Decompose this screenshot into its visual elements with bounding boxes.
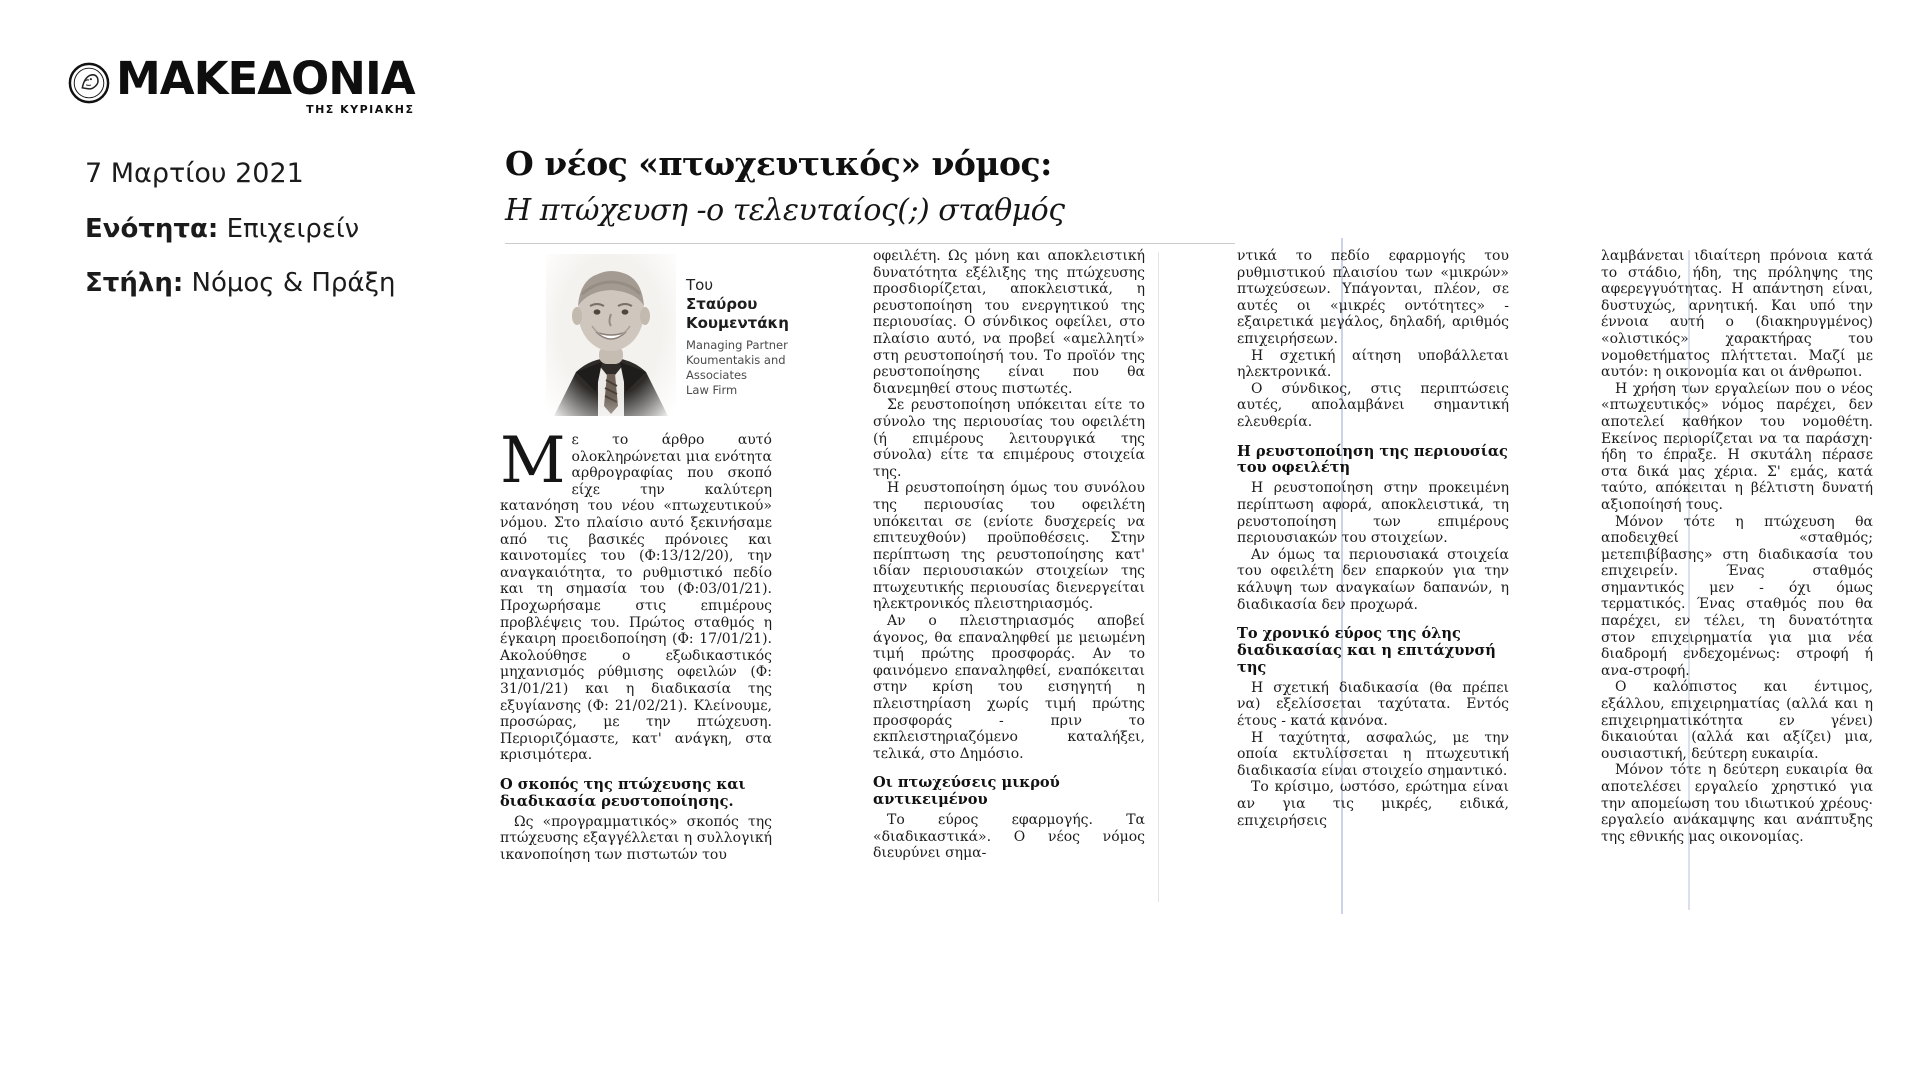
section-value: Επιχειρείν: [226, 214, 360, 244]
article-column-3: [1237, 248, 1509, 829]
byline-role-line: Associates: [686, 368, 748, 383]
body-paragraph: Το κρίσιμο, ωστόσο, ερώτημα είναι αν για τις μικρές, ειδικά, επιχειρήσεις: [1237, 779, 1509, 829]
section-heading: Οι πτωχεύσεις μικρού αντικειμένου: [873, 774, 1060, 809]
body-paragraph: οφειλέτη. Ως μόνη και αποκλειστική δυνατότητα εξέλιξης της πτώχευσης προσδιορίζεται, αποκλειστικά, η ρευστοποίηση του ενεργητικού της περιουσίας. Ο σύνδικος οφείλει, στο πλαίσιο αυτό, να προβεί «αμελλητί» στη ρευστοποίησή του. Το προϊόν της ρευστοποίησης είναι που θα διανεμηθεί στους πιστωτές.: [873, 248, 1145, 397]
section-heading: Το χρονικό εύρος της όλης διαδικασίας και η επιτάχυνσή της: [1237, 625, 1496, 676]
byline-role-line: Managing Partner: [686, 338, 788, 353]
section-heading: Η ρευστοποίηση της περιουσίας του οφειλέτη: [1237, 442, 1508, 477]
scan-fold-line: [1158, 252, 1159, 902]
byline-roles: [686, 338, 789, 398]
subtitle-divider: [505, 243, 1235, 244]
body-paragraph: Ο καλόπιστος και έντιμος, εξάλλου, επιχειρηματίας (αλλά και η επιχειρηματικότητα εν γένει) δικαιούται (αλλά και αξίζει) μια, ουσιαστική, δεύτερη ευκαιρία.: [1601, 679, 1873, 762]
column-line: [85, 268, 396, 298]
byline-prefix-name: Του Σταύρου: [686, 276, 758, 313]
body-paragraph: Η χρήση των εργαλείων που ο νέος «πτωχευτικός» νόμος παρέχει, δεν αποτελεί καθήκον του νομοθέτη. Εκείνος περιορίζεται να τα παράσχη· ήδη το έπραξε. Η σκυτάλη πέρασε στα δικά μας χέρια. Σ' εμάς, κατά ταύτο, απόκειται η βέλτιστη δυνατή αξιοποίησή τους.: [1601, 380, 1873, 513]
newspaper-emblem-icon: [68, 62, 110, 104]
byline-surname: Κουμεντάκη: [686, 313, 789, 332]
body-paragraph: Μόνον τότε η πτώχευση θα αποδειχθεί «σταθμός; μετεπιβίβασης» στη διαδικασία του επιχειρείν. Ένας σταθμός σημαντικός μεν - όχι όμως τερματικός. Ένας σταθμός που θα παρέχει, εν τέλει, τη δυνατότητα στον επιχειρηματία για μια νέα διαδρομή ενδεχομένως: στροφή ή ανα-στροφή.: [1601, 513, 1873, 679]
publication-date: 7 Μαρτίου 2021: [85, 158, 304, 189]
body-paragraph: ντικά το πεδίο εφαρμογής του ρυθμιστικού πλαισίου των «μικρών» πτωχεύσεων. Υπάγονται, πλέον, σε αυτές οι «μικρές οντότητες» - εξαιρετικά μεγάλος, δηλαδή, αριθμός επιχειρήσεων.: [1237, 248, 1509, 347]
author-block: [546, 254, 789, 422]
article-column-2: [873, 248, 1145, 862]
body-paragraph: Η σχετική διαδικασία (θα πρέπει να) εξελίσσεται ταχύτατα. Εντός έτους - κατά κανόνα.: [1237, 679, 1509, 730]
body-paragraph: Η σχετική αίτηση υποβάλλεται ηλεκτρονικά.: [1237, 347, 1509, 381]
body-paragraph: Η ρευστοποίηση στην προκειμένη περίπτωση αφορά, αποκλειστικά, τη ρευστοποίηση των επιμέρους περιουσιακών του στοιχείων.: [1237, 480, 1509, 547]
column-value: Νόμος & Πράξη: [191, 268, 396, 298]
author-photo: [546, 254, 676, 416]
drop-cap-letter: Μ: [500, 424, 566, 498]
body-paragraph: Σε ρευστοποίηση υπόκειται είτε το σύνολο της περιουσίας του οφειλέτη (ή επιμέρους λειτουργικά της σύνολα) είτε τα επιμέρους στοιχεία της.: [873, 397, 1145, 480]
body-paragraph: Το εύρος εφαρμογής. Τα «διαδικαστικά». Ο νέος νόμος διευρύνει σημα-: [873, 812, 1145, 862]
article-column-4: [1601, 248, 1873, 845]
byline-role-line: Law Firm: [686, 383, 738, 398]
column-label: Στήλη:: [85, 268, 184, 298]
body-paragraph: Αν ο πλειστηριασμός αποβεί άγονος, θα επαναληφθεί με μειωμένη τιμή πρώτης προσφοράς. Αν το φαινόμενο επαναληφθεί, εναπόκειται στην κρίση του εισηγητή η πλειστηρίαση χωρίς τιμή πρώτης προσφοράς - πριν το εκπλειστηριαζόμενο καταλήξει, τελικά, στο Δημόσιο.: [873, 613, 1145, 762]
body-paragraph: Μόνον τότε η δεύτερη ευκαιρία θα αποτελέσει εργαλείο χρηστικό για την απομείωση του ιδιωτικού χρέους· εργαλείο ανάκαμψης και ανάπτυξης της εθνικής μας οικονομίας.: [1601, 762, 1873, 845]
body-paragraph: Η ρευστοποίηση όμως του συνόλου της περιουσίας του οφειλέτη υπόκειται σε (ενίοτε δυσχερείς να επιτευχθούν) προϋποθέσεις. Στην περίπτωση της ρευστοποίησης κατ' ιδίαν περιουσιακών στοιχείων της πτωχευτικής περιουσίας διενεργείται ηλεκτρονικός πλειστηριασμός.: [873, 480, 1145, 613]
body-paragraph: Με το άρθρο αυτό ολοκληρώνεται μια ενότητα αρθρογραφίας που σκοπό είχε την καλύτερη κατανόηση του νέου «πτωχευτικού» νόμου. Στο πλαίσιο αυτό ξεκινήσαμε από τις βασικές πρόνοιες και καινοτομίες του (Φ:13/12/20), την αναγκαιότητα, το ρυθμιστικό πεδίο και τη σημασία του (Φ:03/01/21). Προχωρήσαμε στις επιμέρους προβλέψεις του. Πρώτος σταθμός η έγκαιρη προειδοποίηση (Φ: 17/01/21). Ακολούθησε ο εξωδικαστικός μηχανισμός ρύθμισης οφειλών (Φ: 31/01/21) και η διαδικασία της εξυγίανσης (Φ: 21/02/21). Κλείνουμε, προσώρας, με την πτώχευση. Περιοριζόμαστε, κατ' ανάγκη, στα κρισιμότερα.: [500, 424, 772, 764]
section-heading: Ο σκοπός της πτώχευσης και διαδικασία ρευστοποίησης.: [500, 775, 746, 810]
body-paragraph: Ο σύνδικος, στις περιπτώσεις αυτές, απολαμβάνει σημαντική ελευθερία.: [1237, 380, 1509, 430]
article-subtitle: Η πτώχευση -ο τελευταίος(;) σταθμός: [505, 193, 1065, 228]
masthead: [68, 52, 415, 116]
body-paragraph: λαμβάνεται ιδιαίτερη πρόνοια κατά το στάδιο, ήδη, της πρόληψης της αφερεγγυότητας. Η απάντηση είναι, δυστυχώς, αρνητική. Και υπό την έννοια αυτή ο (διακηρυγμένος) «ολιστικός» χαρακτήρας του νομοθετήματος πλήττεται. Μαζί με αυτόν: η οικονομία και οι άνθρωποι.: [1601, 248, 1873, 381]
body-paragraph: Η ταχύτητα, ασφαλώς, με την οποία εκτυλίσσεται η πτωχευτική διαδικασία είναι στοιχείο σημαντικό.: [1237, 729, 1509, 779]
body-paragraph: Αν όμως τα περιουσιακά στοιχεία του οφειλέτη δεν επαρκούν για την κάλυψη των αναγκαίων δαπανών, η διαδικασία δεν προχωρά.: [1237, 546, 1509, 613]
article-headline: Ο νέος «πτωχευτικός» νόμος:: [505, 144, 1052, 183]
section-label: Ενότητα:: [85, 214, 219, 244]
newspaper-logo-subtext: ΤΗΣ ΚΥΡΙΑΚΗΣ: [306, 103, 415, 116]
article-column-1: [500, 248, 789, 864]
newspaper-logo: [68, 52, 415, 116]
newspaper-logo-text: ΜΑΚΕΔΟΝΙΑ: [116, 52, 415, 105]
author-byline: [686, 254, 789, 422]
byline-role-line: Koumentakis and: [686, 353, 786, 368]
author-portrait-image: [546, 254, 676, 416]
body-paragraph: Ως «προγραμματικός» σκοπός της πτώχευσης εξαγγέλλεται η συλλογική ικανοποίηση των πιστωτών του: [500, 813, 772, 863]
section-line: [85, 214, 359, 244]
